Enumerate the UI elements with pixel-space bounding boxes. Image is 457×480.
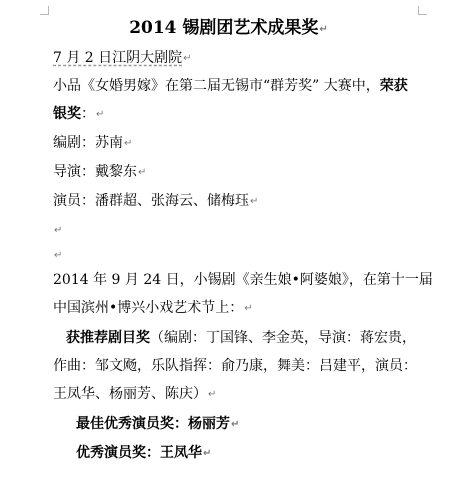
paragraph-mark: ↵ <box>203 448 212 459</box>
paragraph-mark: ↵ <box>208 389 217 400</box>
paragraph-mark: ↵ <box>231 419 240 430</box>
entry1-date-place <box>53 48 192 69</box>
date-place-text: 7 月 2 日江阴大剧院 <box>53 50 183 66</box>
entry1-line2 <box>53 104 104 125</box>
entry2-line5-text: 王凤华、杨丽芳、陈庆） <box>53 386 207 402</box>
entry2-line4-text: 作曲：邹文飏，乐队指挥：俞乃康，舞美：吕建平，演员： <box>53 358 417 374</box>
entry1-line1-bold: 荣获 <box>379 78 408 94</box>
award-bold: 获推荐剧目奖 <box>66 330 150 346</box>
paragraph-mark: ↵ <box>54 250 63 261</box>
entry2-best-actor <box>76 414 239 435</box>
entry1-writer <box>53 133 132 154</box>
paragraph-mark: ↵ <box>96 109 105 120</box>
entry1-actors <box>53 191 258 212</box>
entry2-line1-text: 2014 年 9 月 24 日，小锡剧《亲生娘•阿婆娘》，在第十一届 <box>53 272 433 288</box>
writer-text: 编剧：苏南 <box>53 135 123 151</box>
entry1-line1-text: 小品《女婚男嫁》在第二届无锡市“群芳奖” 大赛中， <box>53 78 380 94</box>
entry1-director <box>53 162 146 183</box>
margin-corner-top-left <box>40 6 49 15</box>
director-text: 导演：戴黎东 <box>53 164 137 180</box>
actors-text: 演员：潘群超、张海云、储梅珏 <box>53 193 249 209</box>
entry2-award <box>66 328 416 348</box>
entry2-line2 <box>53 298 253 319</box>
entry2-line5 <box>53 384 216 405</box>
margin-corner-top-right <box>418 6 427 15</box>
paragraph-mark: ↵ <box>54 225 63 236</box>
paragraph-mark: ↵ <box>138 167 147 178</box>
entry1-line2-text: ： <box>81 106 95 122</box>
paragraph-mark: ↵ <box>319 24 328 35</box>
entry1-line1 <box>53 76 408 96</box>
award-rest: （编剧：丁国锋、李金英，导演：蒋宏贵， <box>150 330 416 346</box>
paragraph-mark: ↵ <box>183 53 192 64</box>
title-text: 2014 锡剧团艺术成果奖 <box>129 18 319 38</box>
entry1-line2-bold: 银奖 <box>53 106 81 122</box>
best-actor-text: 最佳优秀演员奖：杨丽芳 <box>76 416 230 432</box>
entry2-line4 <box>53 356 417 376</box>
paragraph-mark: ↵ <box>244 303 253 314</box>
entry2-line1 <box>53 270 433 290</box>
good-actor-text: 优秀演员奖：王凤华 <box>76 445 202 461</box>
empty-paragraph-1 <box>53 220 62 241</box>
empty-paragraph-2 <box>53 245 62 266</box>
paragraph-mark: ↵ <box>124 138 133 149</box>
paragraph-mark: ↵ <box>250 196 259 207</box>
entry2-line2-text: 中国滨州•博兴小戏艺术节上： <box>53 300 244 316</box>
entry2-good-actor <box>76 443 211 464</box>
document-title <box>0 16 457 42</box>
